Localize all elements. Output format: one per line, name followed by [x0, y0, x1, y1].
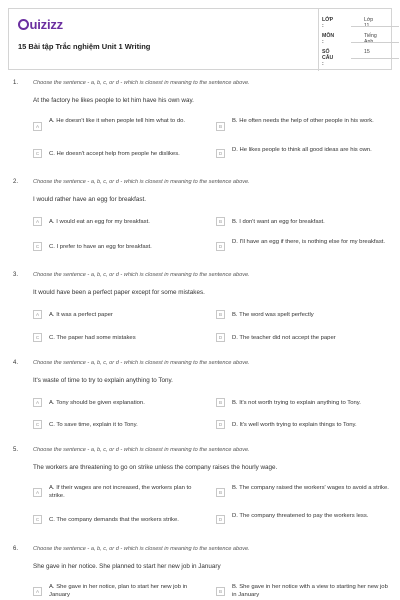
- option-d-checkbox[interactable]: D: [216, 149, 225, 158]
- option-d-checkbox[interactable]: D: [216, 420, 225, 429]
- option-c-checkbox[interactable]: C: [33, 420, 42, 429]
- question-sentence: She gave in her notice. She planned to start her new job in January: [33, 563, 221, 570]
- option-d-text: D. The teacher did not accept the paper: [232, 335, 336, 341]
- option-d-text: D. I'll have an egg if there, is nothing else for my breakfast.: [232, 239, 386, 245]
- option-b-text: B. He often needs the help of other people in his work.: [232, 118, 374, 124]
- option-d-text: D. The company threatened to pay the workers less.: [232, 513, 369, 519]
- question-instruction: Choose the sentence - a, b, c, or d - which is closest in meaning to the sentence above.: [33, 272, 250, 278]
- option-c-checkbox[interactable]: C: [33, 242, 42, 251]
- option-b-text: B. I don't want an egg for breakfast.: [232, 219, 325, 225]
- option-b-text: B. She gave in her notice with a view to starting her new job in January: [232, 584, 388, 598]
- meta-class-value: Lớp: [364, 17, 374, 23]
- document-title: 15 Bài tập Trắc nghiệm Unit 1 Writing: [18, 42, 151, 51]
- option-a-text: A. It was a perfect paper: [49, 312, 113, 318]
- option-c-text: C. To save time, explain it to Tony.: [49, 422, 138, 428]
- option-a-checkbox[interactable]: A: [33, 122, 42, 131]
- option-b-text: B. It's not worth trying to explain anything to Tony.: [232, 400, 361, 406]
- option-a-checkbox[interactable]: A: [33, 217, 42, 226]
- option-d-text: D. He likes people to think all good ideas are his own.: [232, 147, 372, 153]
- option-b-checkbox[interactable]: B: [216, 122, 225, 131]
- meta-underline: [351, 26, 399, 27]
- question-number: 3.: [13, 272, 19, 278]
- option-a-text: A. He doesn't like it when people tell him what to do.: [49, 118, 186, 124]
- option-a-checkbox[interactable]: A: [33, 587, 42, 596]
- option-a-text: A. She gave in her notice, plan to start her new job in January: [49, 584, 188, 598]
- option-a-text: A. I would eat an egg for my breakfast.: [49, 219, 150, 225]
- option-a-text: A. Tony should be given explanation.: [49, 400, 145, 406]
- option-c-text: C. The company demands that the workers strike.: [49, 517, 179, 523]
- meta-count-label: SỐ CÂU :: [322, 49, 334, 67]
- meta-divider: [318, 9, 319, 71]
- question-sentence: It's waste of time to try to explain anything to Tony.: [33, 377, 173, 384]
- question-number: 6.: [13, 546, 19, 552]
- question-instruction: Choose the sentence - a, b, c, or d - which is closest in meaning to the sentence above.: [33, 360, 250, 366]
- option-a-checkbox[interactable]: A: [33, 488, 42, 497]
- option-c-text: C. The paper had some mistakes: [49, 335, 136, 341]
- option-c-checkbox[interactable]: C: [33, 149, 42, 158]
- option-b-checkbox[interactable]: B: [216, 587, 225, 596]
- question-number: 4.: [13, 360, 19, 366]
- meta-underline: [351, 58, 399, 59]
- question-number: 2.: [13, 179, 19, 185]
- option-b-checkbox[interactable]: B: [216, 217, 225, 226]
- question-instruction: Choose the sentence - a, b, c, or d - which is closest in meaning to the sentence above.: [33, 179, 250, 185]
- question-sentence: It would have been a perfect paper except for some mistakes.: [33, 289, 205, 296]
- quizizz-logo: [18, 17, 63, 32]
- option-c-text: C. He doesn't accept help from people he dislikes.: [49, 151, 180, 157]
- question-number: 1.: [13, 80, 19, 86]
- option-b-checkbox[interactable]: B: [216, 488, 225, 497]
- option-a-checkbox[interactable]: A: [33, 398, 42, 407]
- option-b-checkbox[interactable]: B: [216, 310, 225, 319]
- meta-subject-label: MÔN :: [322, 33, 335, 45]
- option-d-checkbox[interactable]: D: [216, 242, 225, 251]
- option-b-checkbox[interactable]: B: [216, 398, 225, 407]
- option-a-text: A. If their wages are not increased, the workers plan to strike.: [49, 485, 192, 499]
- option-d-text: D. It's well worth trying to explain things to Tony.: [232, 422, 357, 428]
- meta-underline: [351, 42, 399, 43]
- question-instruction: Choose the sentence - a, b, c, or d - which is closest in meaning to the sentence above.: [33, 80, 250, 86]
- logo-q-mark: [18, 19, 29, 30]
- question-sentence: The workers are threatening to go on strike unless the company raises the hourly wage.: [33, 464, 278, 471]
- option-b-text: B. The word was spelt perfectly: [232, 312, 314, 318]
- option-c-checkbox[interactable]: C: [33, 333, 42, 342]
- question-sentence: I would rather have an egg for breakfast.: [33, 196, 147, 203]
- meta-count-value: 15: [364, 49, 370, 55]
- logo-text: uizizz: [29, 17, 63, 32]
- meta-subject-value: Tiếng: [364, 33, 377, 39]
- option-b-text: B. The company raised the workers' wages to avoid a strike.: [232, 485, 389, 491]
- option-d-checkbox[interactable]: D: [216, 515, 225, 524]
- option-c-checkbox[interactable]: C: [33, 515, 42, 524]
- question-instruction: Choose the sentence - a, b, c, or d - which is closest in meaning to the sentence above.: [33, 447, 250, 453]
- meta-class-label: LỚP :: [322, 17, 333, 29]
- question-instruction: Choose the sentence - a, b, c, or d - which is closest in meaning to the sentence above.: [33, 546, 250, 552]
- option-c-text: C. I prefer to have an egg for breakfast.: [49, 244, 152, 250]
- worksheet-header: [8, 8, 392, 70]
- option-d-checkbox[interactable]: D: [216, 333, 225, 342]
- option-a-checkbox[interactable]: A: [33, 310, 42, 319]
- question-sentence: At the factory he likes people to let him have his own way.: [33, 97, 194, 104]
- question-number: 5.: [13, 447, 19, 453]
